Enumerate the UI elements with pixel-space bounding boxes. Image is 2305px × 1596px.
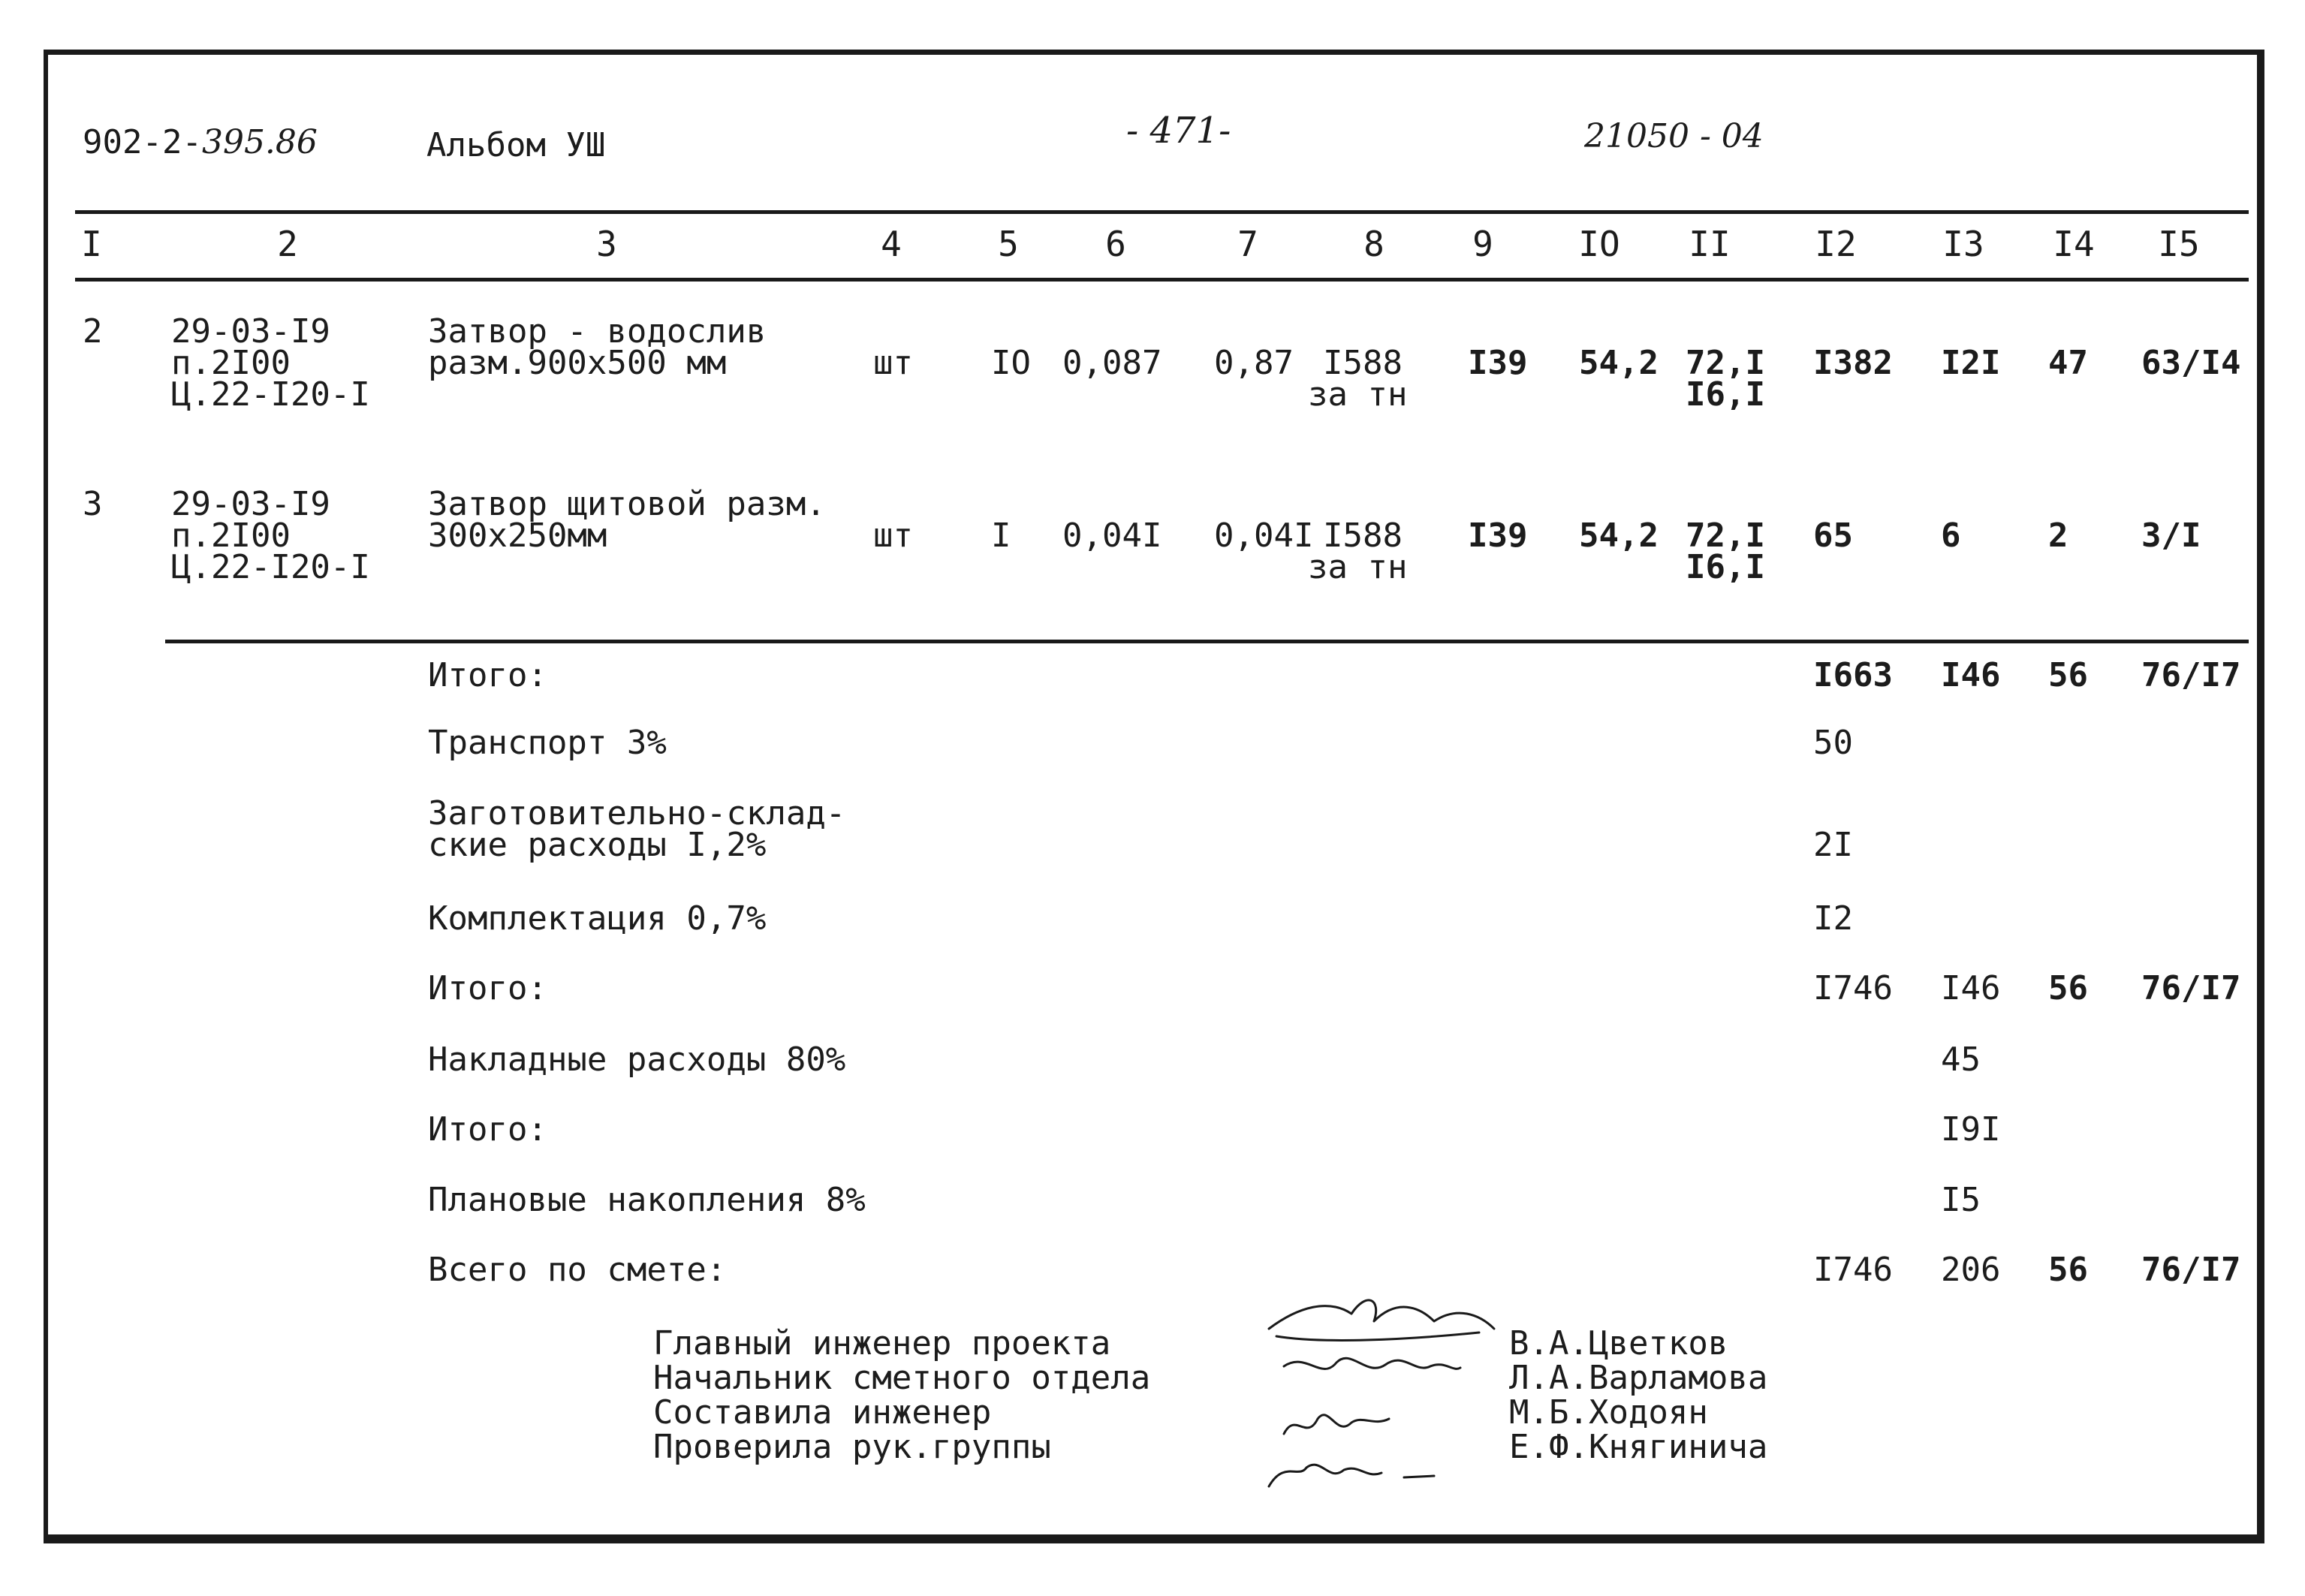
handwritten-signatures (1254, 1276, 1509, 1494)
unit-price: I588 (1323, 516, 1403, 555)
column-number-4: 4 (881, 224, 902, 264)
price-reference: 29-03-I9 (171, 485, 330, 523)
summary-label: Всего по смете: (428, 1251, 727, 1289)
signature-role: Начальник сметного отдела (653, 1359, 1151, 1397)
column-number-14: I4 (2053, 224, 2095, 264)
total-cost: I382 (1813, 344, 1893, 382)
summary-label: Итого: (428, 656, 547, 694)
unit-weight: 0,087 (1062, 344, 1162, 382)
total-cost: 65 (1813, 516, 1853, 555)
totals-rule (165, 640, 2249, 643)
price-reference: Ц.22-I20-I (171, 548, 370, 586)
col-11-value-second: I6,I (1686, 375, 1765, 414)
summary-col-13: I9I (1941, 1110, 2001, 1149)
signature-name: М.Б.Ходоян (1509, 1393, 1708, 1432)
unit: шт (873, 516, 913, 555)
doc-number: 21050 - 04 (1584, 117, 1764, 155)
unit-price-basis: за тн (1308, 548, 1408, 586)
price-reference: Ц.22-I20-I (171, 375, 370, 414)
column-number-8: 8 (1363, 224, 1385, 264)
signature-1 (1269, 1300, 1494, 1329)
summary-col-13: 206 (1941, 1251, 2001, 1289)
column-number-5: 5 (998, 224, 1019, 264)
column-number-11: II (1689, 224, 1731, 264)
column-number-12: I2 (1815, 224, 1857, 264)
signature-1-underline (1276, 1333, 1479, 1340)
column-number-2: 2 (277, 224, 298, 264)
summary-col-13: 45 (1941, 1040, 1981, 1079)
summary-col-14: 56 (2048, 969, 2088, 1007)
column-number-15: I5 (2158, 224, 2200, 264)
operator-cost: 63/I4 (2141, 344, 2241, 382)
column-number-10: IO (1578, 224, 1620, 264)
col-11-value: 72,I (1686, 344, 1765, 382)
summary-col-14: 56 (2048, 656, 2088, 694)
col-10-value: 54,2 (1579, 516, 1659, 555)
column-number-13: I3 (1942, 224, 1984, 264)
page-frame (44, 50, 2264, 1543)
signature-3 (1284, 1415, 1389, 1434)
summary-label: Заготовительно-склад- (428, 794, 846, 833)
summary-col-13: I46 (1941, 969, 2001, 1007)
summary-col-13: I5 (1941, 1181, 1981, 1219)
summary-col-15: 76/I7 (2141, 1251, 2241, 1289)
item-name: разм.900х500 мм (428, 344, 727, 382)
price-reference: п.2I00 (171, 516, 291, 555)
unit-weight: 0,04I (1062, 516, 1162, 555)
signature-4 (1269, 1465, 1434, 1486)
summary-label: Плановые накопления 8% (428, 1181, 866, 1219)
summary-label: Комплектация 0,7% (428, 899, 767, 938)
column-number-7: 7 (1237, 224, 1258, 264)
document-code-handwritten: 395.86 (201, 123, 318, 161)
total-weight: 0,04I (1214, 516, 1314, 555)
signature-name: Е.Ф.Княгинича (1509, 1428, 1768, 1466)
signature-role: Проверила рук.группы (653, 1428, 1051, 1466)
summary-col-12: 2I (1813, 826, 1853, 864)
labor-cost: 6 (1941, 516, 1961, 555)
column-number-6: 6 (1105, 224, 1126, 264)
price-reference: п.2I00 (171, 344, 291, 382)
summary-label: Накладные расходы 80% (428, 1040, 846, 1079)
col-10-value: 54,2 (1579, 344, 1659, 382)
labor-cost: I2I (1941, 344, 2001, 382)
column-number-9: 9 (1472, 224, 1493, 264)
col-9-value: I39 (1468, 516, 1528, 555)
summary-col-15: 76/I7 (2141, 969, 2241, 1007)
signature-role: Главный инженер проекта (653, 1324, 1111, 1363)
item-name: 300х250мм (428, 516, 607, 555)
col-11-value-second: I6,I (1686, 548, 1765, 586)
column-number-1: I (81, 224, 102, 264)
machine-cost: 2 (2048, 516, 2068, 555)
summary-label: Итого: (428, 1110, 547, 1149)
summary-label: Итого: (428, 969, 547, 1007)
summary-col-12: I746 (1813, 1251, 1893, 1289)
signature-role: Составила инженер (653, 1393, 992, 1432)
signature-name: Л.А.Варламова (1509, 1359, 1768, 1397)
page-number: - 471- (1126, 110, 1231, 152)
total-weight: 0,87 (1214, 344, 1294, 382)
summary-col-12: I746 (1813, 969, 1893, 1007)
signature-name: В.А.Цветков (1509, 1324, 1728, 1363)
summary-col-15: 76/I7 (2141, 656, 2241, 694)
summary-col-14: 56 (2048, 1251, 2088, 1289)
item-name: Затвор щитовой разм. (428, 485, 826, 523)
summary-col-12: 50 (1813, 724, 1853, 762)
col-9-value: I39 (1468, 344, 1528, 382)
summary-label: Транспорт 3% (428, 724, 667, 762)
price-reference: 29-03-I9 (171, 312, 330, 351)
item-name: Затвор - водослив (428, 312, 767, 351)
header-rule-bottom (75, 278, 2249, 282)
document-code (83, 123, 318, 161)
row-number: 3 (83, 485, 103, 523)
quantity: I (991, 516, 1011, 555)
row-number: 2 (83, 312, 103, 351)
unit-price: I588 (1323, 344, 1403, 382)
document-code-prefix: 902-2- (83, 123, 202, 161)
unit: шт (873, 344, 913, 382)
signature-2 (1284, 1358, 1460, 1369)
operator-cost: 3/I (2141, 516, 2201, 555)
summary-col-12: I663 (1813, 656, 1893, 694)
summary-col-12: I2 (1813, 899, 1853, 938)
unit-price-basis: за тн (1308, 375, 1408, 414)
column-number-3: 3 (596, 224, 617, 264)
machine-cost: 47 (2048, 344, 2088, 382)
album-label: Альбом УШ (426, 126, 606, 164)
quantity: IO (991, 344, 1031, 382)
col-11-value: 72,I (1686, 516, 1765, 555)
summary-col-13: I46 (1941, 656, 2001, 694)
header-rule-top (75, 210, 2249, 214)
summary-label: ские расходы I,2% (428, 826, 767, 864)
